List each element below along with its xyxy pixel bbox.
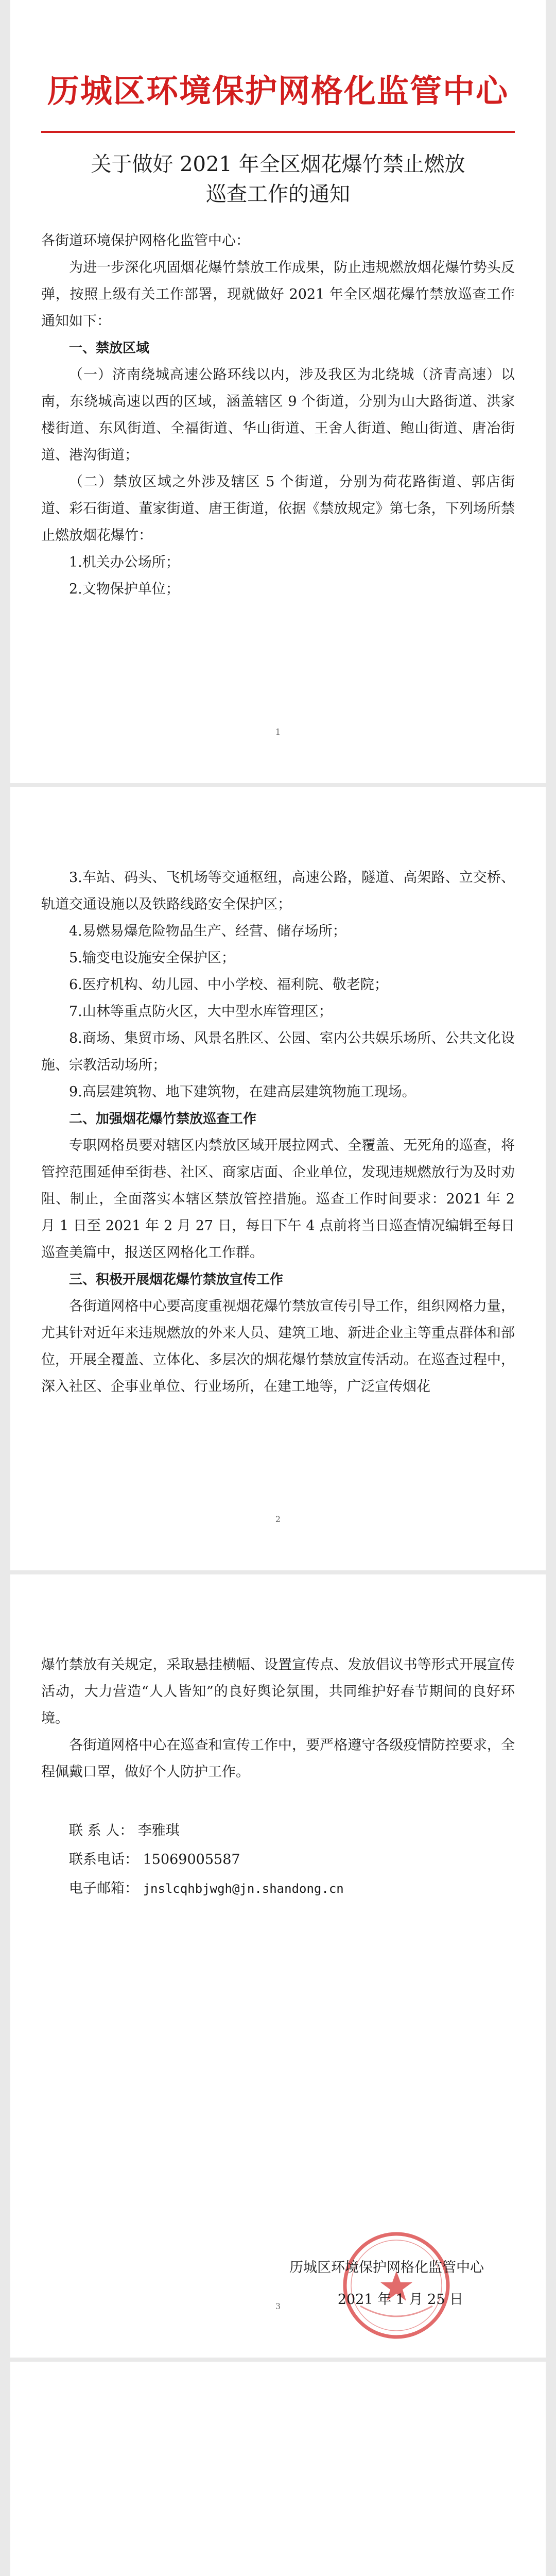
list-item: 9.高层建筑物、地下建筑物，在建高层建筑物施工现场。	[69, 1084, 416, 1100]
page-4	[10, 2362, 546, 2576]
list-item: 2.文物保护单位；	[69, 581, 180, 598]
section-2-heading: 二、加强烟花爆竹禁放巡查工作	[69, 1111, 257, 1127]
contact-email-label: 电子邮箱：	[69, 1880, 138, 1896]
section-1-paragraph-1: （一）济南绕城高速公路环线以内，涉及我区为北绕城（济青高速）以南，东绕城高速以西的区域，涵盖辖区 9 个街道，分别为山大路街道、洪家楼街道、东风街道、全福街道、华山街道、王舍人街道、鲍山街道、唐冶街道、港沟街道；	[41, 367, 515, 464]
contact-phone-value: 15069005587	[143, 1852, 240, 1868]
intro-paragraph: 为进一步深化巩固烟花爆竹禁放工作成果，防止违规燃放烟花爆竹势头反弹，按照上级有关工作部署，现就做好 2021 年全区烟花爆竹禁放巡查工作通知如下：	[41, 260, 515, 330]
page-number: 1	[275, 727, 281, 737]
list-item: 6.医疗机构、幼儿园、中小学校、福利院、敬老院；	[69, 977, 388, 993]
section-2-paragraph: 专职网格员要对辖区内禁放区域开展拉网式、全覆盖、无死角的巡查，将管控范围延伸至街巷、社区、商家店面、企业单位，发现违规燃放行为及时劝阻、制止，全面落实本辖区禁放管控措施。巡查工作时间要求：2021 年 2 月 1 日至 2021 年 2 月 27 日，每日下午 4 点前将当日巡查情况编辑至每日巡查美篇中，报送区网格化工作群。	[41, 1138, 515, 1261]
contact-block	[41, 1817, 515, 1903]
section-3-paragraph-1-start: 各街道网格中心要高度重视烟花爆竹禁放宣传引导工作，组织网格力量，尤其针对近年来违规燃放的外来人员、建筑工地、新进企业主等重点群体和部位，开展全覆盖、立体化、多层次的烟花爆竹禁放宣传活动。在巡查过程中，深入社区、企事业单位、行业场所，在建工地等，广泛宣传烟花	[41, 1298, 515, 1395]
contact-person-row	[41, 1817, 515, 1845]
list-item: 8.商场、集贸市场、风景名胜区、公园、室内公共娱乐场所、公共文化设施、宗教活动场所；	[41, 1030, 515, 1073]
contact-email-row	[41, 1874, 515, 1903]
page-1	[10, 0, 546, 783]
letterhead-rule	[41, 131, 515, 133]
salutation: 各街道环境保护网格化监管中心：	[41, 233, 250, 249]
letterhead-title: 历城区环境保护网格化监管中心	[47, 72, 509, 110]
contact-phone-label: 联系电话：	[69, 1852, 138, 1868]
signature-organization: 历城区环境保护网格化监管中心	[289, 2260, 484, 2276]
section-3-paragraph-2: 各街道网格中心在巡查和宣传工作中，要严格遵守各级疫情防控要求，全程佩戴口罩，做好个人防护工作。	[41, 1737, 515, 1780]
page-number: 2	[275, 1514, 281, 1524]
list-item: 7.山林等重点防火区，大中型水库管理区；	[69, 1004, 333, 1020]
section-3-heading: 三、积极开展烟花爆竹禁放宣传工作	[69, 1272, 284, 1287]
list-item: 4.易燃易爆危险物品生产、经营、储存场所；	[69, 923, 346, 939]
section-1-paragraph-2: （二）禁放区域之外涉及辖区 5 个街道，分别为荷花路街道、郭店街道、彩石街道、董家街道、唐王街道，依据《禁放规定》第七条，下列场所禁止燃放烟花爆竹：	[41, 474, 515, 544]
section-3-paragraph-1-end: 爆竹禁放有关规定，采取悬挂横幅、设置宣传点、发放倡议书等形式开展宣传活动，大力营造“人人皆知”的良好舆论氛围，共同维护好春节期间的良好环境。	[41, 1657, 515, 1726]
official-seal-icon	[340, 2229, 453, 2342]
document-title	[41, 149, 515, 209]
signature-date: 2021 年 1 月 25 日	[337, 2292, 463, 2308]
section-1-heading: 一、禁放区域	[69, 341, 150, 357]
page-2	[10, 787, 546, 1570]
contact-person-value: 李雅琪	[137, 1823, 180, 1839]
document-title-line-2: 巡查工作的通知	[206, 182, 350, 207]
document-title-line-1: 关于做好 2021 年全区烟花爆竹禁止燃放	[91, 152, 465, 177]
contact-phone-row	[41, 1845, 515, 1874]
list-item: 1.机关办公场所；	[69, 554, 180, 571]
contact-email-value: jnslcqhbjwgh@jn.shandong.cn	[143, 1882, 344, 1896]
list-item: 5.输变电设施安全保护区；	[69, 950, 235, 966]
page-number: 3	[275, 2301, 281, 2311]
contact-person-label: 联 系 人：	[69, 1823, 134, 1839]
page-3	[10, 1574, 546, 2358]
list-item: 3.车站、码头、飞机场等交通枢纽，高速公路，隧道、高架路、立交桥、轨道交通设施以及铁路线路安全保护区；	[41, 870, 515, 912]
signature-block	[216, 2229, 484, 2352]
